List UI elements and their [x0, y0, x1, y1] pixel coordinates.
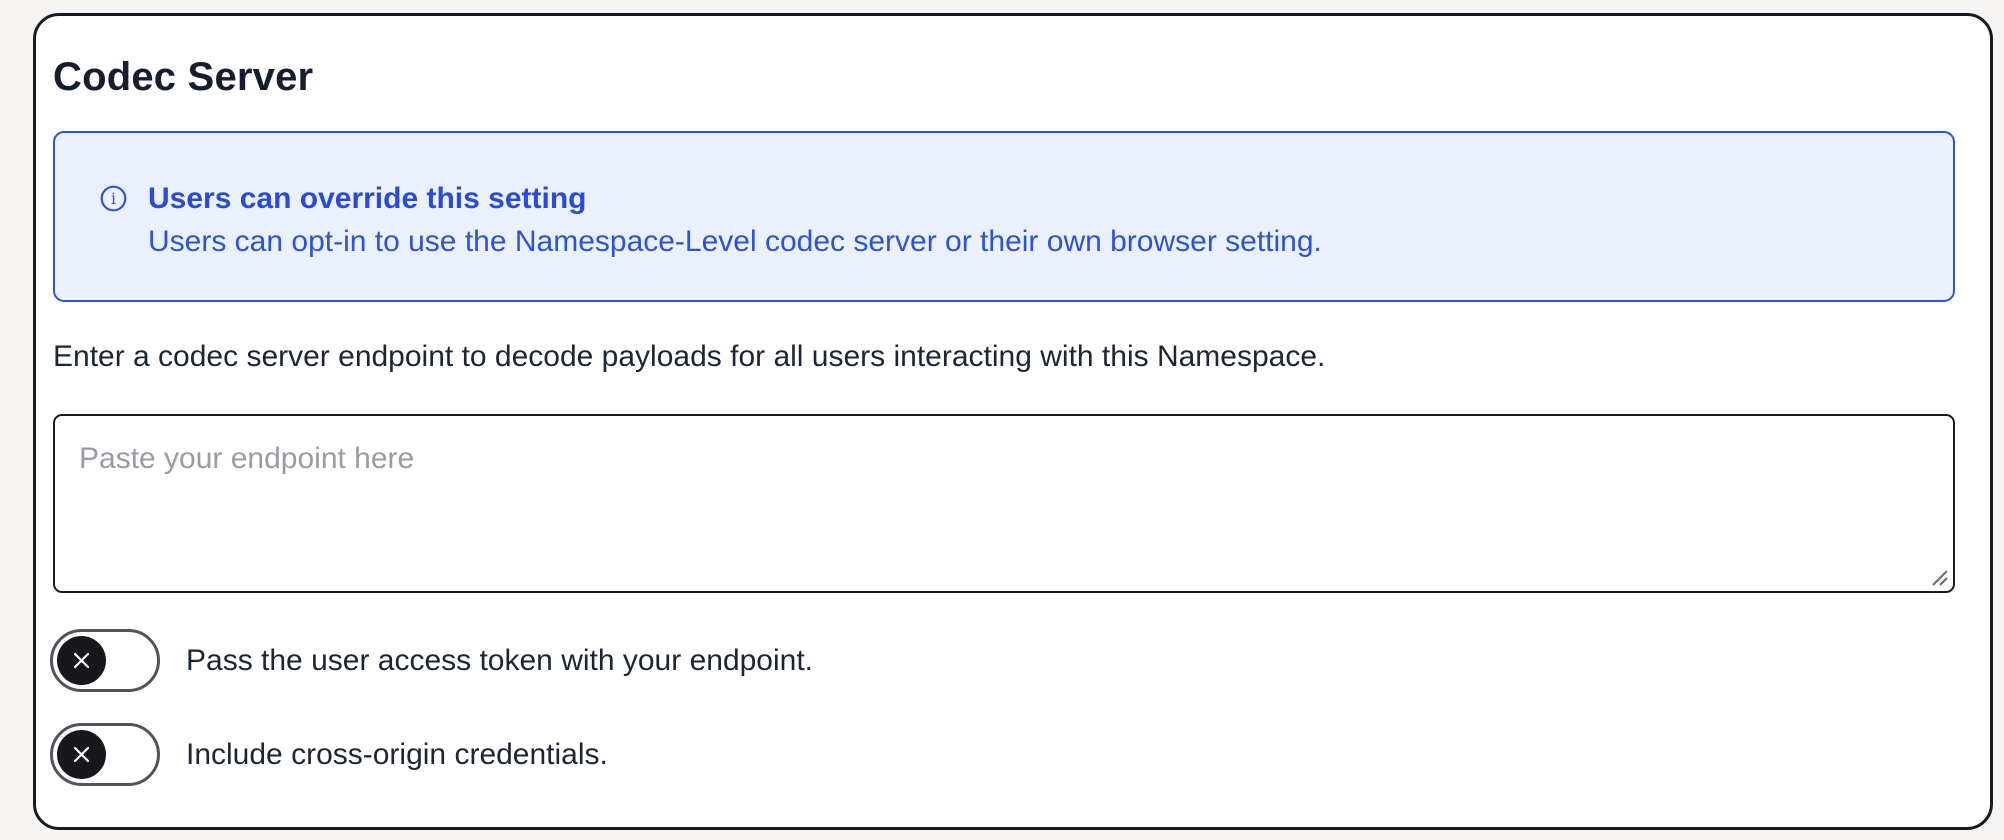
override-info-alert — [53, 131, 1955, 302]
x-icon — [69, 648, 94, 673]
section-title: Codec Server — [53, 55, 314, 99]
codec-server-card — [33, 13, 1993, 830]
alert-title: Users can override this setting — [148, 182, 587, 215]
endpoint-input[interactable] — [53, 414, 1955, 593]
info-icon — [100, 185, 127, 212]
toggle-knob — [57, 730, 106, 779]
cross-origin-label: Include cross-origin credentials. — [186, 737, 608, 771]
endpoint-input-wrap — [53, 414, 1955, 593]
access-token-row — [50, 629, 813, 692]
access-token-label: Pass the user access token with your endpoint. — [186, 643, 814, 677]
endpoint-description: Enter a codec server endpoint to decode payloads for all users interacting with this Namespace. — [53, 340, 1326, 373]
alert-text — [148, 177, 1322, 263]
access-token-toggle[interactable] — [50, 629, 160, 692]
x-icon — [69, 742, 94, 767]
alert-message: Users can opt-in to use the Namespace-Level codec server or their own browser setting. — [148, 225, 1322, 258]
cross-origin-row — [50, 723, 608, 786]
svg-text:i: i — [111, 190, 116, 209]
cross-origin-toggle[interactable] — [50, 723, 160, 786]
toggle-knob — [57, 636, 106, 685]
